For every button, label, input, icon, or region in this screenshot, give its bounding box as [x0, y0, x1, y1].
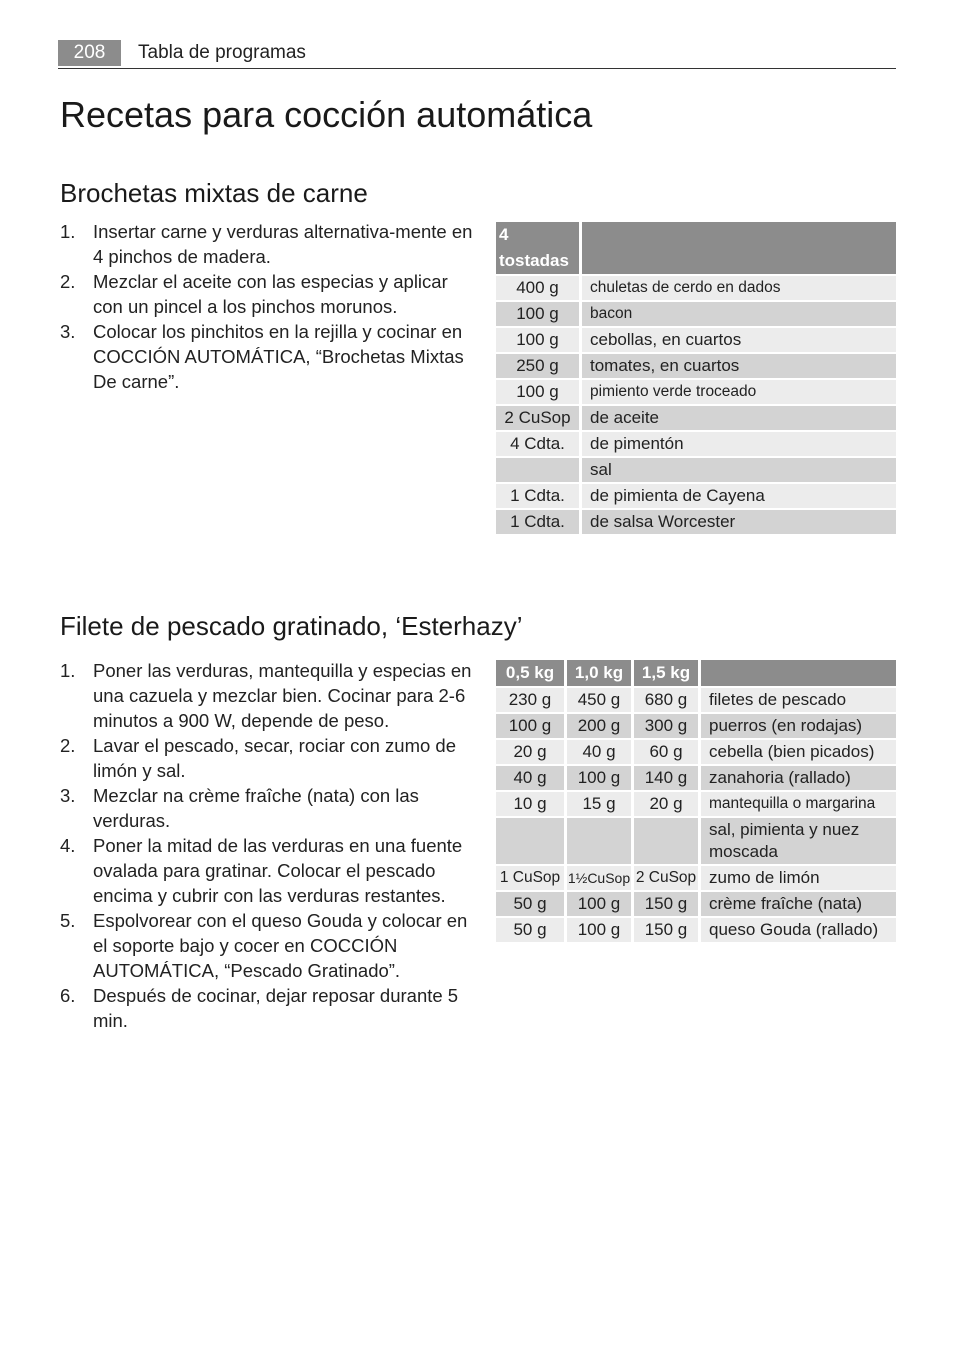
- step-number: 6.: [60, 985, 76, 1006]
- table-row: [496, 866, 896, 890]
- quantity-cell: 10 g: [496, 792, 564, 816]
- quantity-cell: 1 Cdta.: [496, 510, 579, 534]
- ingredient-cell: zumo de limón: [698, 866, 896, 890]
- step-item: [60, 219, 480, 269]
- ingredient-cell: de aceite: [579, 406, 896, 430]
- ingredient-cell: filetes de pescado: [698, 688, 896, 712]
- quantity-cell: 100 g: [496, 714, 564, 738]
- quantity-cell: 100 g: [496, 380, 579, 404]
- quantity-cell: 100 g: [564, 766, 631, 790]
- step-number: 3.: [60, 321, 76, 342]
- quantity-cell: 15 g: [564, 792, 631, 816]
- header-cell: 4 tostadas: [496, 222, 579, 274]
- table-row: [496, 510, 896, 534]
- table-row: [496, 818, 896, 864]
- table-row: [496, 276, 896, 300]
- table-row: [496, 458, 896, 482]
- step-item: [60, 783, 485, 833]
- step-text: Colocar los pinchitos en la rejilla y cocinar en COCCIÓN AUTOMÁTICA, “Brochetas Mixtas De carne”.: [93, 321, 464, 392]
- ingredient-cell: sal, pimienta y nuez moscada: [698, 818, 896, 864]
- quantity-cell: 1 Cdta.: [496, 484, 579, 508]
- quantity-cell: 2 CuSop: [496, 406, 579, 430]
- quantity-cell: 50 g: [496, 892, 564, 916]
- ingredient-cell: queso Gouda (rallado): [698, 918, 896, 942]
- table-row: [496, 432, 896, 456]
- quantity-cell: 2 CuSop: [631, 866, 698, 890]
- steps-list-brochetas: [60, 219, 480, 394]
- header-cell: 1,5 kg: [631, 660, 698, 686]
- ingredients-table-pescado: [496, 658, 896, 944]
- section-title-brochetas: Brochetas mixtas de carne: [60, 178, 368, 208]
- running-title: Tabla de programas: [138, 42, 306, 63]
- quantity-cell: 140 g: [631, 766, 698, 790]
- quantity-cell: 450 g: [564, 688, 631, 712]
- quantity-cell: 100 g: [564, 918, 631, 942]
- ingredients-table-brochetas: [496, 220, 896, 536]
- quantity-cell: 20 g: [496, 740, 564, 764]
- ingredient-cell: tomates, en cuartos: [579, 354, 896, 378]
- step-item: [60, 833, 485, 908]
- ingredient-cell: cebella (bien picados): [698, 740, 896, 764]
- step-text: Poner la mitad de las verduras en una fuente ovalada para gratinar. Colocar el pescado encima y cubrir con las verduras restantes.: [93, 835, 463, 906]
- step-text: Lavar el pescado, secar, rociar con zumo de limón y sal.: [93, 735, 456, 781]
- quantity-cell: 50 g: [496, 918, 564, 942]
- table-row: [496, 328, 896, 352]
- table-row: [496, 688, 896, 712]
- section-title-pescado: Filete de pescado gratinado, ‘Esterhazy’: [60, 611, 523, 641]
- ingredient-cell: chuletas de cerdo en dados: [579, 276, 896, 300]
- steps-list-pescado: [60, 658, 485, 1033]
- page-title: Recetas para cocción automática: [60, 94, 593, 135]
- step-item: [60, 319, 480, 394]
- table-row: [496, 714, 896, 738]
- step-number: 2.: [60, 271, 76, 292]
- step-number: 4.: [60, 835, 76, 856]
- ingredient-cell: de pimentón: [579, 432, 896, 456]
- step-number: 3.: [60, 785, 76, 806]
- table-row: [496, 484, 896, 508]
- step-number: 1.: [60, 221, 76, 242]
- table-row: [496, 406, 896, 430]
- header-cell: [579, 222, 896, 274]
- step-text: Insertar carne y verduras alternativa-mente en 4 pinchos de madera.: [93, 221, 473, 267]
- ingredient-cell: de salsa Worcester: [579, 510, 896, 534]
- header-cell: 1,0 kg: [564, 660, 631, 686]
- table-row: [496, 766, 896, 790]
- quantity-cell: 40 g: [564, 740, 631, 764]
- quantity-cell: [631, 818, 698, 864]
- ingredient-cell: de pimienta de Cayena: [579, 484, 896, 508]
- quantity-cell: 250 g: [496, 354, 579, 378]
- step-item: [60, 983, 485, 1033]
- step-number: 5.: [60, 910, 76, 931]
- table-row: [496, 918, 896, 942]
- quantity-cell: 300 g: [631, 714, 698, 738]
- quantity-cell: 60 g: [631, 740, 698, 764]
- ingredient-cell: cebollas, en cuartos: [579, 328, 896, 352]
- header-cell: [698, 660, 896, 686]
- quantity-cell: 200 g: [564, 714, 631, 738]
- step-number: 2.: [60, 735, 76, 756]
- quantity-cell: 40 g: [496, 766, 564, 790]
- step-text: Poner las verduras, mantequilla y especias en una cazuela y mezclar bien. Cocinar para 2-6 minutos a 900 W, depende de peso.: [93, 660, 472, 731]
- step-number: 1.: [60, 660, 76, 681]
- quantity-cell: 1½CuSop: [564, 866, 631, 890]
- quantity-cell: 150 g: [631, 892, 698, 916]
- step-item: [60, 658, 485, 733]
- quantity-cell: 20 g: [631, 792, 698, 816]
- table-row: [496, 892, 896, 916]
- quantity-cell: 1 CuSop: [496, 866, 564, 890]
- ingredient-cell: bacon: [579, 302, 896, 326]
- ingredient-cell: pimiento verde troceado: [579, 380, 896, 404]
- ingredient-cell: crème fraîche (nata): [698, 892, 896, 916]
- quantity-cell: 150 g: [631, 918, 698, 942]
- table-header-row: [496, 222, 896, 274]
- quantity-cell: 100 g: [496, 302, 579, 326]
- page-header: [58, 40, 896, 69]
- quantity-cell: 4 Cdta.: [496, 432, 579, 456]
- step-text: Después de cocinar, dejar reposar durante 5 min.: [93, 985, 459, 1031]
- table-row: [496, 740, 896, 764]
- quantity-cell: 230 g: [496, 688, 564, 712]
- step-text: Mezclar el aceite con las especias y aplicar con un pincel a los pinchos morunos.: [93, 271, 448, 317]
- table-row: [496, 354, 896, 378]
- ingredient-cell: zanahoria (rallado): [698, 766, 896, 790]
- table-header-row: [496, 660, 896, 686]
- step-item: [60, 908, 485, 983]
- quantity-cell: 400 g: [496, 276, 579, 300]
- ingredient-cell: mantequilla o margarina: [698, 792, 896, 816]
- ingredient-cell: sal: [579, 458, 896, 482]
- table-row: [496, 792, 896, 816]
- table-row: [496, 380, 896, 404]
- page-number: 208: [58, 40, 121, 66]
- quantity-cell: [496, 458, 579, 482]
- quantity-cell: [496, 818, 564, 864]
- step-item: [60, 269, 480, 319]
- ingredient-cell: puerros (en rodajas): [698, 714, 896, 738]
- step-text: Espolvorear con el queso Gouda y colocar en el soporte bajo y cocer en COCCIÓN AUTOMÁTICA, “Pescado Gratinado”.: [93, 910, 468, 981]
- quantity-cell: [564, 818, 631, 864]
- table-row: [496, 302, 896, 326]
- header-cell: 0,5 kg: [496, 660, 564, 686]
- step-text: Mezclar na crème fraîche (nata) con las verduras.: [93, 785, 419, 831]
- quantity-cell: 100 g: [564, 892, 631, 916]
- step-item: [60, 733, 485, 783]
- quantity-cell: 680 g: [631, 688, 698, 712]
- quantity-cell: 100 g: [496, 328, 579, 352]
